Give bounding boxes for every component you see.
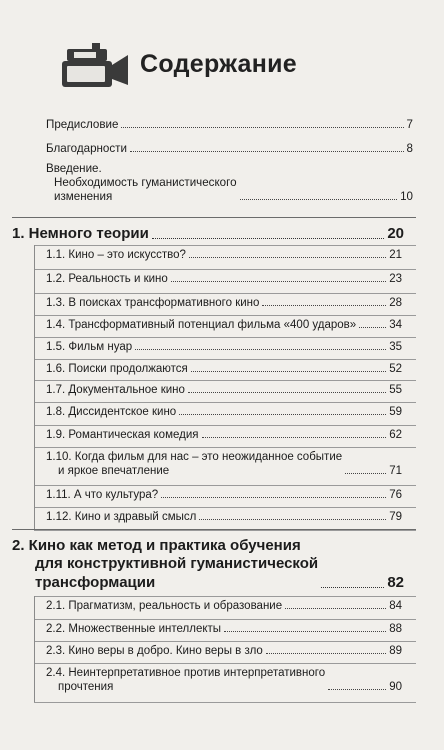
row-divider (34, 380, 416, 381)
dot-leader (240, 199, 398, 200)
dot-leader (161, 497, 386, 498)
toc-entry-section[interactable] (46, 428, 402, 442)
page-number: 84 (389, 600, 402, 612)
toc-entry-section-title: 2.3. Кино веры в добро. Кино веры в зло (46, 645, 263, 657)
page-title: Содержание (140, 49, 298, 78)
toc-entry-section[interactable] (46, 405, 402, 419)
toc-entry-section-title: 1.5. Фильм нуар (46, 341, 133, 353)
toc-entry-section[interactable] (46, 340, 402, 354)
row-divider (34, 269, 416, 270)
toc-entry-section-title: 1.1. Кино – это искусство? (46, 249, 186, 261)
toc-entry-chapter-title (12, 537, 318, 592)
page-number: 21 (389, 249, 402, 261)
toc-entry-chapter[interactable] (12, 225, 404, 243)
toc-entry-section-title-line: 2.4. Неинтерпретативное против интерпретативного (46, 667, 326, 679)
toc-entry-chapter-title-line: трансформации (35, 573, 156, 591)
row-divider (34, 507, 416, 508)
page-number: 23 (389, 273, 402, 285)
toc-entry-front[interactable] (46, 162, 413, 204)
dot-leader (345, 473, 386, 474)
row-divider (34, 425, 416, 426)
dot-leader (191, 371, 386, 372)
toc-entry-section-title: 1.3. В поисках трансформативного кино (46, 297, 260, 309)
page-number: 82 (387, 573, 404, 591)
toc-entry-section[interactable] (46, 296, 402, 310)
toc-entry-section[interactable] (46, 318, 402, 332)
row-divider (34, 702, 416, 703)
row-divider (34, 663, 416, 664)
page-number: 62 (389, 429, 402, 441)
page-number: 34 (389, 319, 402, 331)
dot-leader (224, 631, 386, 632)
toc-entry-section-title (46, 450, 342, 478)
toc-entry-section[interactable] (46, 488, 402, 502)
toc-entry-section[interactable] (46, 599, 402, 613)
row-divider (34, 530, 416, 531)
toc-entry-section-title: 1.11. А что культура? (46, 489, 159, 501)
dot-leader (202, 437, 387, 438)
page-number: 90 (389, 681, 402, 694)
dot-leader (152, 238, 385, 239)
dot-leader (328, 689, 386, 690)
row-divider (34, 359, 416, 360)
toc-entry-section-title: 1.4. Трансформативный потенциал фильма «400 ударов» (46, 319, 357, 331)
page-number: 89 (389, 645, 402, 657)
dot-leader (130, 151, 404, 152)
toc-entry-section-title: 2.1. Прагматизм, реальность и образование (46, 600, 283, 612)
page-number: 59 (389, 406, 402, 418)
toc-entry-chapter-title-line: 2. Кино как метод и практика обучения (12, 537, 301, 554)
toc-entry-section[interactable] (46, 272, 402, 286)
page-number: 35 (389, 341, 402, 353)
row-divider (34, 447, 416, 448)
dot-leader (321, 587, 384, 588)
toc-entry-section[interactable] (46, 510, 402, 524)
toc-entry-front[interactable] (46, 118, 413, 132)
toc-entry-section[interactable] (46, 450, 402, 478)
row-divider (34, 337, 416, 338)
dot-leader (135, 349, 386, 350)
dot-leader (199, 519, 386, 520)
section-border (34, 245, 35, 530)
toc-entry-chapter[interactable] (12, 537, 404, 592)
toc-entry-front[interactable] (46, 142, 413, 156)
page-number: 52 (389, 363, 402, 375)
page-number: 7 (406, 118, 413, 131)
toc-entry-section-title: 2.2. Множественные интеллекты (46, 623, 222, 635)
page-number: 76 (389, 489, 402, 501)
dot-leader (121, 127, 403, 128)
toc-entry-front-title (46, 162, 237, 204)
toc-header (62, 38, 297, 90)
toc-entry-section-title: 1.9. Романтическая комедия (46, 429, 199, 441)
page-number: 28 (389, 297, 402, 309)
toc-entry-section-title: 1.12. Кино и здравый смысл (46, 511, 197, 523)
dot-leader (171, 281, 386, 282)
dot-leader (262, 305, 386, 306)
toc-entry-front-title: Предисловие (46, 118, 119, 131)
dot-leader (179, 414, 386, 415)
row-divider (34, 596, 416, 597)
dot-leader (266, 653, 386, 654)
chapter-divider (12, 529, 416, 530)
page-number: 88 (389, 623, 402, 635)
toc-entry-chapter-title: 1. Немного теории (12, 225, 149, 242)
page-number: 79 (389, 511, 402, 523)
toc-entry-section-title: 1.8. Диссидентское кино (46, 406, 177, 418)
chapter-divider (12, 217, 416, 218)
page-number: 71 (389, 465, 402, 478)
toc-entry-front-title-line: Необходимость гуманистического (54, 176, 237, 190)
toc-entry-front-title-line: Введение. (46, 162, 102, 175)
row-divider (34, 315, 416, 316)
video-camera-icon (62, 41, 128, 87)
toc-entry-front-title-line: изменения (54, 190, 113, 204)
page-number: 10 (400, 190, 413, 204)
row-divider (34, 485, 416, 486)
toc-entry-chapter-title-line: для конструктивной гуманистической (35, 555, 319, 573)
dot-leader (189, 257, 386, 258)
toc-entry-section[interactable] (46, 248, 402, 262)
row-divider (34, 619, 416, 620)
row-divider (34, 245, 416, 246)
toc-entry-section-title-line: и яркое впечатление (58, 465, 170, 478)
toc-entry-section[interactable] (46, 383, 402, 397)
dot-leader (359, 327, 386, 328)
page-number: 20 (387, 225, 404, 242)
page-number: 8 (406, 142, 413, 155)
dot-leader (285, 608, 386, 609)
toc-entry-section[interactable] (46, 644, 402, 658)
row-divider (34, 402, 416, 403)
row-divider (34, 641, 416, 642)
toc-entry-section-title (46, 666, 325, 694)
toc-entry-section-title: 1.7. Документальное кино (46, 384, 185, 396)
toc-entry-section-title-line: прочтения (58, 681, 114, 694)
toc-entry-section[interactable] (46, 666, 402, 694)
toc-entry-section-title: 1.6. Поиски продолжаются (46, 363, 188, 375)
toc-entry-section[interactable] (46, 362, 402, 376)
toc-entry-section-title-line: 1.10. Когда фильм для нас – это неожиданное событие (46, 451, 343, 463)
dot-leader (188, 392, 386, 393)
toc-entry-section-title: 1.2. Реальность и кино (46, 273, 168, 285)
page-number: 55 (389, 384, 402, 396)
toc-entry-section[interactable] (46, 622, 402, 636)
section-border (34, 596, 35, 702)
toc-entry-front-title: Благодарности (46, 142, 127, 155)
row-divider (34, 293, 416, 294)
